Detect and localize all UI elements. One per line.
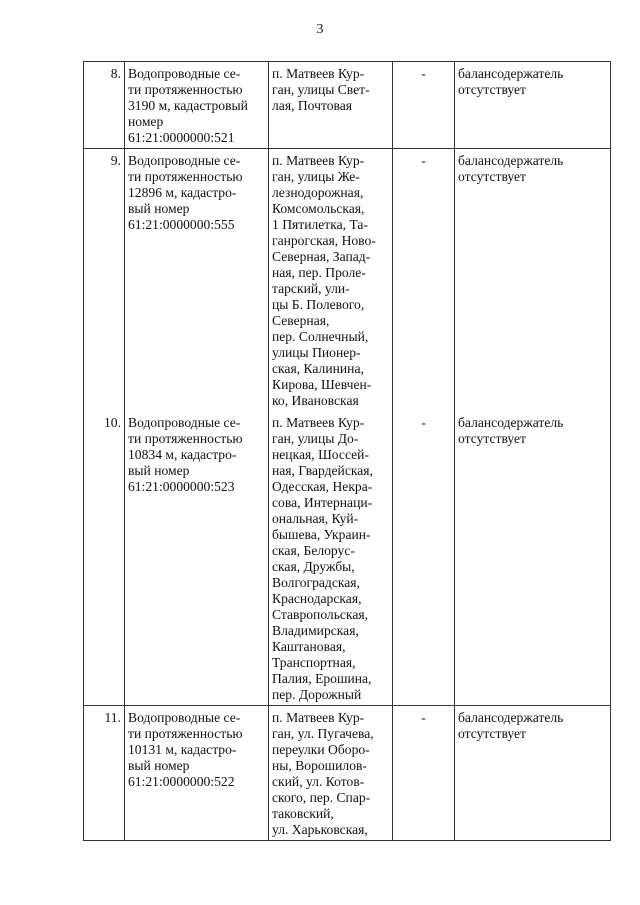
page-number: 3 [316, 22, 324, 37]
object-dash: - [393, 149, 455, 412]
table-row [84, 149, 611, 412]
object-address: п. Матвеев Кур- ган, улицы Свет- лая, Почтовая [269, 62, 393, 149]
object-address: п. Матвеев Кур- ган, ул. Пугачева, переулки Оборо- ны, Ворошилов- ский, ул. Котов- ского, пер. Спар- таковский, ул. Харьковская, [269, 706, 393, 841]
table-row [84, 411, 611, 706]
row-number: 8. [84, 62, 125, 149]
object-owner: балансодержатель отсутствует [455, 149, 611, 412]
object-dash: - [393, 411, 455, 706]
object-owner: балансодержатель отсутствует [455, 62, 611, 149]
object-owner: балансодержатель отсутствует [455, 706, 611, 841]
object-dash: - [393, 706, 455, 841]
table-row [84, 62, 611, 149]
object-name: Водопроводные се- ти протяженностью 10834 м, кадастро- вый номер 61:21:0000000:523 [125, 411, 269, 706]
row-number: 9. [84, 149, 125, 412]
object-name: Водопроводные се- ти протяженностью 10131 м, кадастро- вый номер 61:21:0000000:522 [125, 706, 269, 841]
object-address: п. Матвеев Кур- ган, улицы До- нецкая, Шоссей- ная, Гвардейская, Одесская, Некра- сова, Интернаци- ональная, Куй- бышева, Украин- ская, Белорус- ская, Дружбы, Волгоградская, Краснодарская, Ставропольская, Владимирская, Каштановая, Транспортная, Палия, Ерошина, пер. Дорожный [269, 411, 393, 706]
property-table [83, 61, 611, 841]
object-name: Водопроводные се- ти протяженностью 12896 м, кадастро- вый номер 61:21:0000000:555 [125, 149, 269, 412]
row-number: 11. [84, 706, 125, 841]
object-address: п. Матвеев Кур- ган, улицы Же- лезнодорожная, Комсомольская, 1 Пятилетка, Та- ганрогская, Ново- Северная, Запад- ная, пер. Проле- тарский, ули- цы Б. Полевого, Северная, пер. Солнечный, улицы Пионер- ская, Калинина, Кирова, Шевчен- ко, Ивановская [269, 149, 393, 412]
object-owner: балансодержатель отсутствует [455, 411, 611, 706]
object-name: Водопроводные се- ти протяженностью 3190 м, кадастровый номер 61:21:0000000:521 [125, 62, 269, 149]
object-dash: - [393, 62, 455, 149]
table-row [84, 706, 611, 841]
row-number: 10. [84, 411, 125, 706]
